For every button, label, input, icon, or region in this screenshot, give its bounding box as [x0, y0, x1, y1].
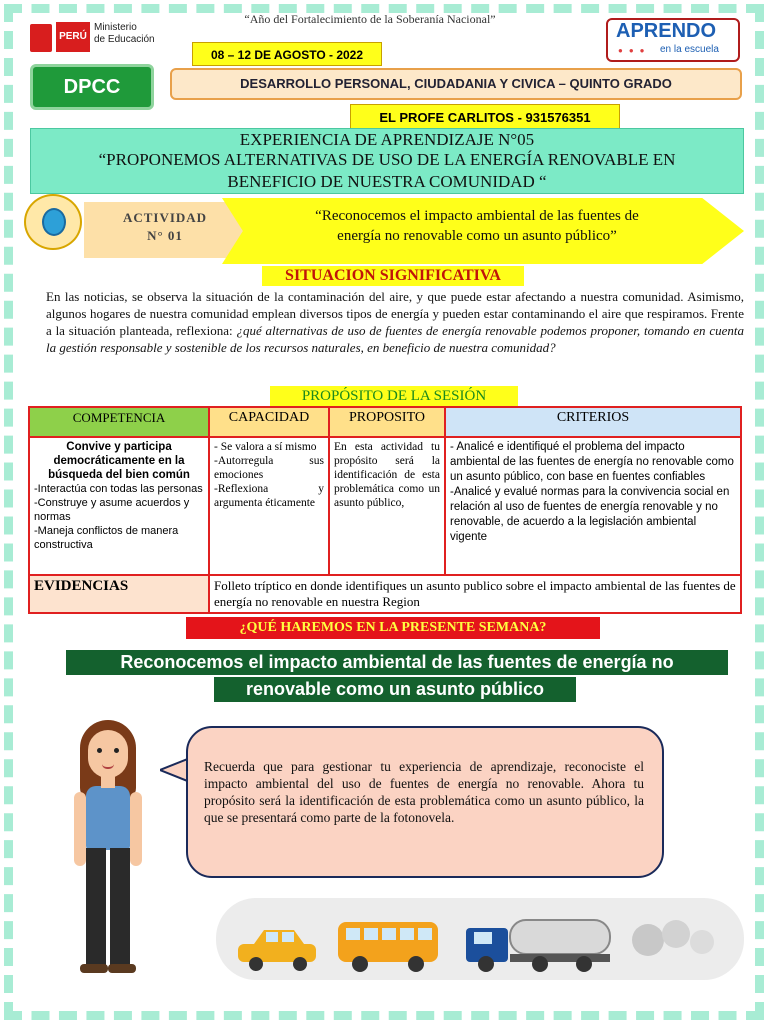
aprendo-subtitle: en la escuela — [660, 44, 719, 55]
capacidad-item: -Reflexiona y argumenta éticamente — [214, 483, 324, 509]
evidence-text: Folleto tríptico en donde identifiques un asunto publico sobre el impacto ambiental de las fuentes de energía no renovable en nuestra Region — [209, 575, 741, 613]
smoke-icon — [632, 920, 714, 956]
activity-title-line2: energía no renovable como un asunto público” — [337, 228, 617, 244]
girl-arm — [74, 792, 86, 866]
criterio-item: - Analicé e identifiqué el problema del impacto ambiental de las fuentes de energía no renovable como un asunto público, con base en fuentes confiables — [450, 441, 734, 483]
teacher-badge: EL PROFE CARLITOS - 931576351 — [350, 104, 620, 130]
activity-title — [262, 206, 692, 246]
week-topic-line1: Reconocemos el impacto ambiental de las fuentes de energía no — [66, 650, 728, 675]
criterios-cell — [445, 437, 741, 575]
profe-figure-icon — [42, 208, 66, 236]
girl-pants — [86, 848, 106, 966]
aprendo-dots-icon: ● ● ● — [618, 46, 647, 55]
ministry-line1: Ministerio — [94, 22, 137, 33]
area-badge: DPCC — [30, 64, 154, 110]
girl-pants — [110, 848, 130, 966]
girl-arm — [130, 792, 142, 866]
competencia-cell — [29, 437, 209, 575]
competencia-title: Convive y participa democráticamente en la búsqueda del bien común — [48, 441, 190, 481]
girl-shoe — [108, 964, 136, 973]
purpose-title: PROPÓSITO DE LA SESIÓN — [270, 386, 518, 406]
girl-face — [88, 730, 128, 778]
bus-icon — [338, 922, 438, 972]
car-icon — [238, 930, 316, 971]
criterio-item: -Analicé y evalué normas para la convivencia social en relación al uso de fuentes de energía renovable y no renovable, de acuerdo a la legislación ambiental vigente — [450, 486, 730, 543]
header-proposito: PROPOSITO — [329, 407, 445, 437]
aprendo-title: APRENDO — [616, 20, 717, 42]
week-topic-line2: renovable como un asunto público — [214, 677, 576, 702]
situation-title: SITUACION SIGNIFICATIVA — [262, 266, 524, 286]
ministry-peru-label: PERÚ — [56, 22, 90, 52]
girl-eye — [114, 748, 119, 753]
situation-body: En las noticias, se observa la situación de la contaminación del aire, y que puede estar afectando a nuestra comunidad. Asimismo, algunos hogares de nuestra comunidad emplean diversos tipos de energía y pueden estar contaminando el aire que respiramos. Frente a la situación planteada, reflexiona: — [46, 289, 744, 338]
competencia-item: -Interactúa con todas las personas — [34, 483, 203, 495]
capacidad-cell — [209, 437, 329, 575]
activity-number: N° 01 — [147, 228, 183, 243]
vehicles-illustration — [228, 910, 738, 976]
header-capacidad: CAPACIDAD — [209, 407, 329, 437]
header-criterios: CRITERIOS — [445, 407, 741, 437]
experience-title-line1: “PROPONEMOS ALTERNATIVAS DE USO DE LA ENERGÍA RENOVABLE EN — [98, 150, 676, 169]
situation-question: ¿qué alternativas de uso de fuentes de energía renovable podemos proponer, tomando en cuenta la gestión responsable y sostenible de los recursos naturales, en beneficio de nuestra comunidad? — [46, 323, 744, 355]
header-competencia: COMPETENCIA — [29, 407, 209, 437]
competencia-item: -Maneja conflictos de manera constructiva — [34, 525, 179, 551]
activity-label: ACTIVIDAD — [122, 210, 208, 225]
girl-shoe — [80, 964, 108, 973]
proposito-cell: En esta actividad tu propósito será la identificación de esta problemática como un asunto público, — [329, 437, 445, 575]
table-row — [29, 437, 741, 575]
ministry-logo — [94, 22, 155, 46]
year-motto: “Año del Fortalecimiento de la Soberanía Nacional” — [244, 12, 496, 26]
dates-badge: 08 – 12 DE AGOSTO - 2022 — [192, 42, 382, 66]
capacidad-item: -Autorregula sus emociones — [214, 455, 324, 481]
capacidad-item: - Se valora a sí mismo — [214, 441, 317, 453]
activity-title-line1: “Reconocemos el impacto ambiental de las fuentes de — [315, 208, 639, 224]
table-header-row — [29, 407, 741, 437]
ministry-line2: de Educación — [94, 34, 155, 45]
tanker-truck-icon — [466, 920, 610, 972]
area-title: DESARROLLO PERSONAL, CIUDADANIA Y CIVICA – QUINTO GRADO — [170, 68, 742, 100]
girl-shirt — [86, 786, 130, 850]
evidence-row — [29, 575, 741, 613]
experience-title-line2: BENEFICIO DE NUESTRA COMUNIDAD “ — [227, 172, 547, 191]
girl-eye — [97, 748, 102, 753]
purpose-table — [28, 406, 742, 614]
experience-number: EXPERIENCIA DE APRENDIZAJE N°05 — [239, 130, 535, 149]
competencia-item: -Construye y asume acuerdos y normas — [34, 497, 190, 523]
situation-text — [46, 288, 744, 356]
evidence-label: EVIDENCIAS — [29, 575, 209, 613]
peru-shield-icon — [30, 24, 52, 52]
week-title: ¿QUÉ HAREMOS EN LA PRESENTE SEMANA? — [186, 617, 600, 639]
speech-bubble-text: Recuerda que para gestionar tu experiencia de aprendizaje, reconociste el impacto ambiental del uso de fuentes de energía no renovable. Ahora tu propósito será la identificación de esta problemática como un asunto público, la que se presentará como parte de la fotonovela. — [204, 759, 644, 825]
